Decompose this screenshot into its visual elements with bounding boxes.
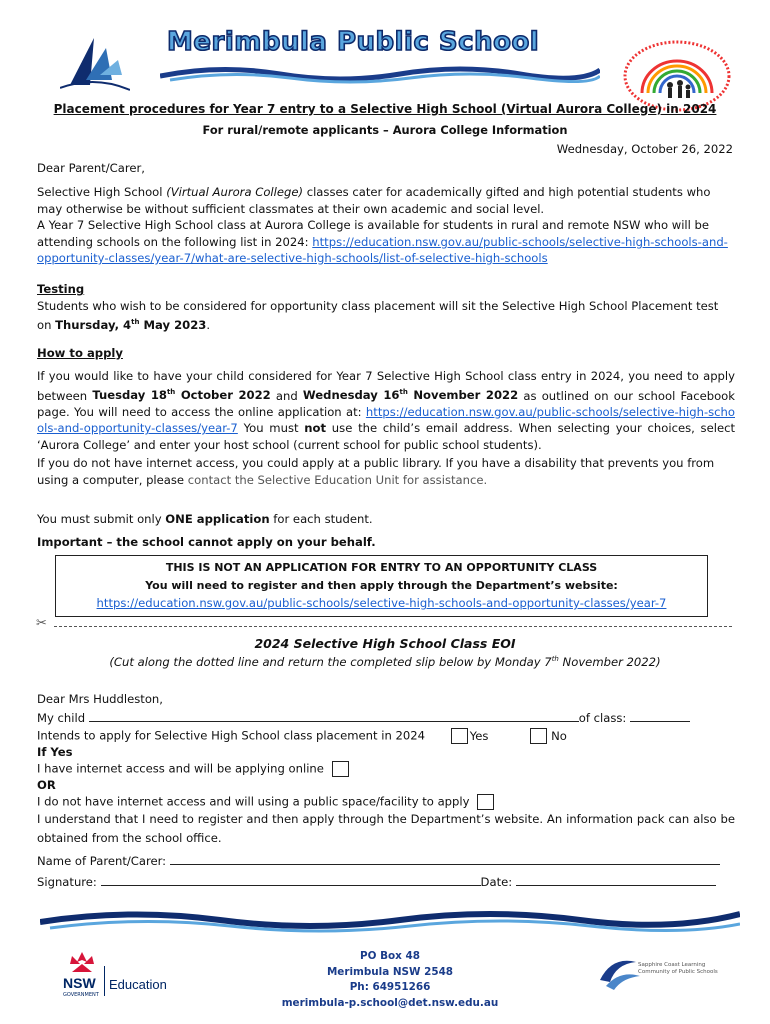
intro-paragraph: Selective High School (Virtual Aurora College) classes cater for academically gifted and high potential students who may otherwise be without sufficient classmates at their own academic and social level. A Year 7 Selective High School class at Aurora College is available for students in rural and remote NSW who will be attending schools on the following list in 2024: https://education.nsw.gov.au/public-schools/selective-high-schools-and-opportunity-classes/year-7/what-are-selective-high-schools/list-of-selective-high-schools (37, 185, 728, 265)
po-box: PO Box 48 (360, 950, 420, 962)
education-label: Education (109, 977, 167, 992)
important-note: Important – the school cannot apply on your behalf. (37, 535, 376, 549)
testing-section: Testing Students who wish to be considered for opportunity class placement will sit the Selective High School Placement test on Thursday, 4th May 2023. (37, 282, 719, 332)
sapphire-text: Sapphire Coast Learning Community of Public Schools (638, 962, 718, 975)
scissors-icon: ✂ (36, 616, 47, 631)
notice-website-link[interactable]: https://education.nsw.gov.au/public-schools/selective-high-schools-and-opportunity-classes/year-7 (96, 596, 667, 610)
online-application-link[interactable]: https://education.nsw.gov.au/public-schools/selective-high-schools-and-opportunity-classes/year-7 (37, 404, 735, 436)
class-field[interactable] (630, 710, 690, 722)
my-child-row: My child of class: (37, 710, 727, 725)
notice-line-2: You will need to register and then apply through the Department’s website: (145, 579, 618, 592)
internet-paragraph: If you do not have internet access, you could apply at a public library. If you have a disability that prevents you from using a computer, please contact the Selective Education Unit for assistance. (37, 456, 715, 487)
email[interactable]: merimbula-p.school@det.nsw.edu.au (281, 996, 499, 1009)
parent-name-field[interactable] (170, 853, 720, 865)
internet-no-row: I do not have internet access and will using a public space/facility to apply (37, 794, 494, 810)
education-divider (104, 966, 105, 996)
if-yes-label: If Yes (37, 745, 73, 759)
public-space-checkbox[interactable] (477, 794, 494, 810)
slip-instruction: (Cut along the dotted line and return the completed slip below by Monday 7th November 2022) (109, 655, 661, 669)
child-name-field[interactable] (89, 710, 579, 722)
notice-box (55, 555, 708, 617)
sapphire-coast-logo (596, 954, 642, 994)
signature-field[interactable] (101, 874, 481, 886)
testing-heading: Testing (37, 282, 85, 296)
phone: Ph: 64951266 (349, 981, 431, 993)
salutation: Dear Parent/Carer, (37, 161, 145, 175)
school-name-banner: Merimbula Public School (167, 27, 540, 57)
or-label: OR (37, 778, 56, 792)
contact-selective-unit-link[interactable]: contact the Selective Education Unit for assistance. (187, 472, 488, 487)
slip-title: 2024 Selective High School Class EOI (254, 636, 516, 651)
notice-line-1: THIS IS NOT AN APPLICATION FOR ENTRY TO AN OPPORTUNITY CLASS (165, 561, 598, 574)
intends-row: Intends to apply for Selective High School class placement in 2024 Yes No (37, 728, 567, 743)
virtual-aurora-college: (Virtual Aurora College) (166, 185, 304, 199)
letter-title: Placement procedures for Year 7 entry to a Selective High School (Virtual Aurora College) in 2024 (53, 102, 717, 116)
internet-yes-row: I have internet access and will be applying online (37, 761, 349, 777)
slip-dear: Dear Mrs Huddleston, (37, 692, 163, 706)
how-to-apply-heading: How to apply (37, 346, 123, 360)
town: Merimbula NSW 2548 (326, 965, 454, 978)
submit-note: You must submit only ONE application for each student. (37, 512, 373, 526)
online-checkbox[interactable] (332, 761, 349, 777)
footer-address (235, 949, 545, 1011)
footer-wave (40, 904, 740, 936)
signature-row: Signature: Date: (37, 874, 716, 889)
nsw-government-label: GOVERNMENT (63, 992, 99, 998)
letter-date: Wednesday, October 26, 2022 (556, 142, 733, 156)
no-checkbox[interactable] (530, 728, 547, 744)
date-field[interactable] (516, 874, 716, 886)
school-sail-logo (60, 30, 130, 95)
how-to-apply-paragraph: If you would like to have your child considered for Year 7 Selective High School class entry in 2024, you need to apply between Tuesday 18th October 2022 and Wednesday 16th November 2022 as outlined on our school Facebook page. You will need to access the online application at: https://education.nsw.gov.au/public-schools/selective-high-schools-and-opportunity-classes/year-7 You must not use the child’s email address. When selecting your choices, select ‘Aurora College’ and enter your host school (current school for public school students). (37, 369, 735, 452)
cut-line (54, 626, 732, 627)
understand-statement: I understand that I need to register and then apply through the Department’s website. An information pack can also be obtained from the school office. (37, 812, 735, 845)
letter-subtitle: For rural/remote applicants – Aurora College Information (202, 123, 568, 137)
nsw-label: NSW (63, 975, 96, 991)
parent-name-row: Name of Parent/Carer: (37, 853, 720, 868)
selective-schools-list-link[interactable]: https://education.nsw.gov.au/public-schools/selective-high-schools-and-opportunity-classes/year-7/what-are-selective-high-schools/list-of-selective-high-schools (37, 234, 728, 265)
header-wave (160, 62, 600, 86)
yes-checkbox[interactable] (451, 728, 468, 744)
